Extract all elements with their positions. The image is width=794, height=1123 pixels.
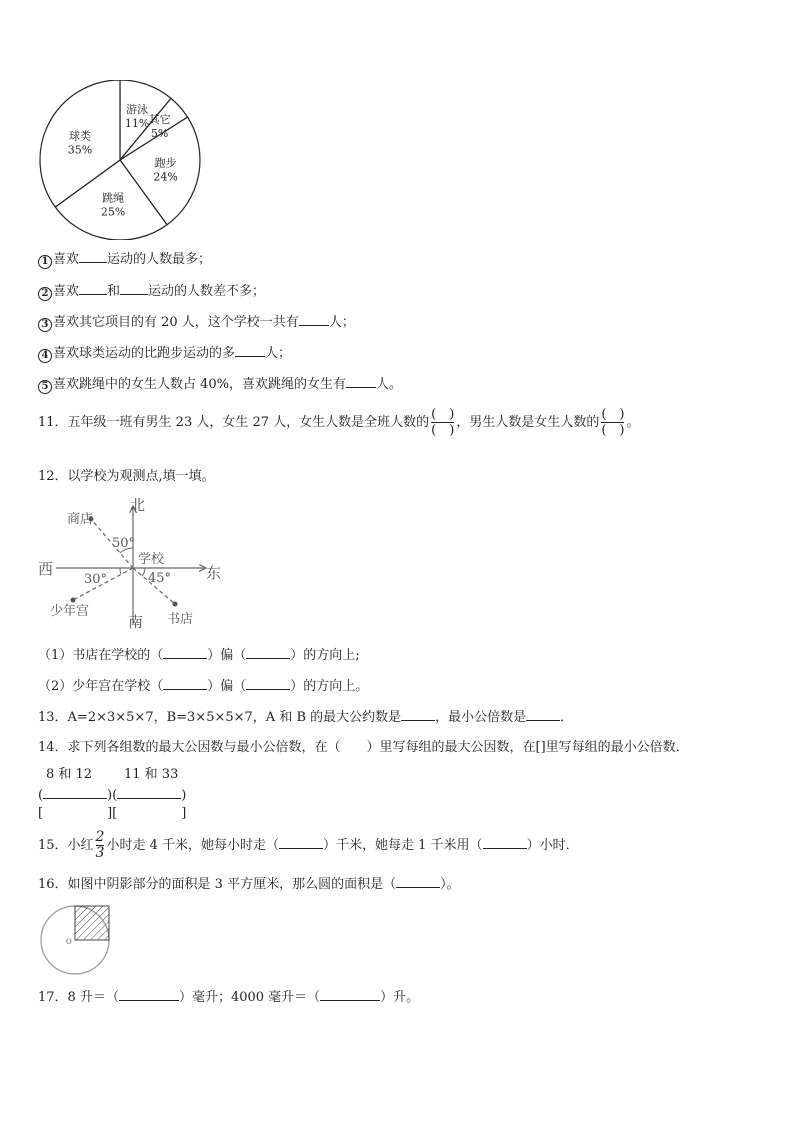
pie-percent-label: 25% [100, 205, 126, 219]
answer-blank[interactable] [299, 313, 329, 326]
question-14: 14．求下列各组数的最大公因数与最小公倍数，在（ ）里写每组的最大公因数，在[]里写每组的最小公倍数． [38, 740, 689, 755]
label-school: 学校 [138, 552, 165, 567]
answer-blank[interactable] [526, 708, 560, 721]
question-13: 13．A=2×3×5×7，B=3×5×5×7，A 和 B 的最大公约数是 ，最小公倍数是 ． [38, 710, 574, 725]
fraction: $\frac{2}{3}$ [95, 829, 105, 861]
answer-blank[interactable] [120, 282, 148, 295]
group-2-label: 11 和 33 [124, 767, 179, 782]
fraction-blank[interactable]: $\frac{( )}{( )}$ [431, 407, 455, 438]
gcd-brackets: ( )( ) [38, 788, 187, 803]
group-1-label: 8 和 12 [46, 767, 93, 782]
label-angle-50: 50° [112, 536, 136, 551]
angle-arc-45 [142, 568, 145, 576]
label-bookstore: 书店 [167, 612, 194, 627]
shaded-square [75, 906, 109, 940]
bookstore-point [173, 602, 178, 607]
pie-category-label: 游泳 [126, 103, 149, 117]
label-south: 南 [128, 613, 144, 631]
circled-number: 5 [38, 380, 52, 394]
question-12-title: 12．以学校为观测点,填一填。 [38, 469, 215, 484]
pie-category-label: 其它 [148, 113, 171, 127]
label-west: 西 [38, 560, 54, 578]
answer-blank[interactable] [79, 250, 107, 263]
answer-blank[interactable] [79, 282, 107, 295]
answer-blank[interactable] [246, 677, 290, 690]
answer-blank[interactable] [163, 646, 207, 659]
pie-percent-label: 11% [124, 117, 150, 131]
pie-chart [38, 80, 208, 240]
answer-blank[interactable] [235, 344, 265, 357]
answer-blank[interactable] [401, 708, 435, 721]
angle-arc-30 [120, 568, 121, 574]
circle-figure [38, 900, 118, 980]
label-shop: 商店 [67, 512, 94, 527]
label-angle-30: 30° [84, 572, 108, 587]
pie-question-1: 1 喜欢 运动的人数最多； [38, 250, 211, 269]
center-label: O [66, 938, 72, 946]
pie-category-label: 球类 [69, 129, 92, 143]
label-east: 东 [206, 564, 222, 582]
pie-question-4: 4 喜欢球类运动的比跑步运动的多 人； [38, 344, 291, 363]
answer-blank[interactable] [279, 836, 323, 849]
answer-blank[interactable] [483, 836, 527, 849]
palace-point [71, 598, 76, 603]
pie-question-3: 3 喜欢其它项目的有 20 人，这个学校一共有 人； [38, 313, 355, 332]
label-angle-45: 45° [148, 571, 172, 586]
circled-number: 1 [38, 255, 52, 269]
circled-number: 2 [38, 287, 52, 301]
answer-blank[interactable] [119, 988, 179, 1001]
circled-number: 3 [38, 318, 52, 332]
pie-category-label: 跳绳 [102, 191, 125, 205]
fraction-blank[interactable]: $\frac{( )}{( )}$ [601, 407, 625, 438]
pie-question-2: 2 喜欢 和 运动的人数差不多； [38, 282, 265, 301]
label-north: 北 [130, 496, 146, 514]
gcd-blank-2[interactable] [117, 786, 181, 799]
answer-blank[interactable] [346, 375, 376, 388]
question-11: 11．五年级一班有男生 23 人，女生 27 人，女生人数是全班人数的 $\frac{( )}{( )}$ ，男生人数是女生人数的 $\frac{( )}{( )}$ 。 [38, 407, 640, 438]
answer-blank[interactable] [396, 875, 440, 888]
pie-percent-label: 5% [150, 127, 169, 141]
question-12-item-1: （1）书店在学校的（ ）偏（ ）的方向上; [38, 648, 360, 663]
pie-category-label: 跑步 [154, 156, 177, 170]
lcm-brackets: [ ][ ] [38, 806, 187, 821]
question-12-item-2: （2）少年宫在学校（ ）偏（ ）的方向上。 [38, 679, 369, 694]
direction-diagram [36, 496, 236, 632]
answer-blank[interactable] [246, 646, 290, 659]
pie-percent-label: 35% [67, 143, 93, 157]
pie-question-5: 5 喜欢跳绳中的女生人数占 40%，喜欢跳绳的女生有 人。 [38, 375, 402, 394]
question-15: 15．小红 $\frac{2}{3}$ 小时走 4 千米，她每小时走（ ）千米，她每走 1 千米用（ ）小时． [38, 829, 579, 861]
label-youth-palace: 少年宫 [50, 604, 90, 619]
circled-number: 4 [38, 349, 52, 363]
gcd-blank-1[interactable] [43, 786, 107, 799]
question-16: 16．如图中阴影部分的面积是 3 平方厘米，那么圆的面积是（ ）。 [38, 877, 460, 892]
answer-blank[interactable] [163, 677, 207, 690]
pie-percent-label: 24% [153, 170, 178, 184]
answer-blank[interactable] [320, 988, 380, 1001]
question-17: 17．8 升＝（ ）毫升；4000 毫升＝（ ）升。 [38, 990, 420, 1005]
